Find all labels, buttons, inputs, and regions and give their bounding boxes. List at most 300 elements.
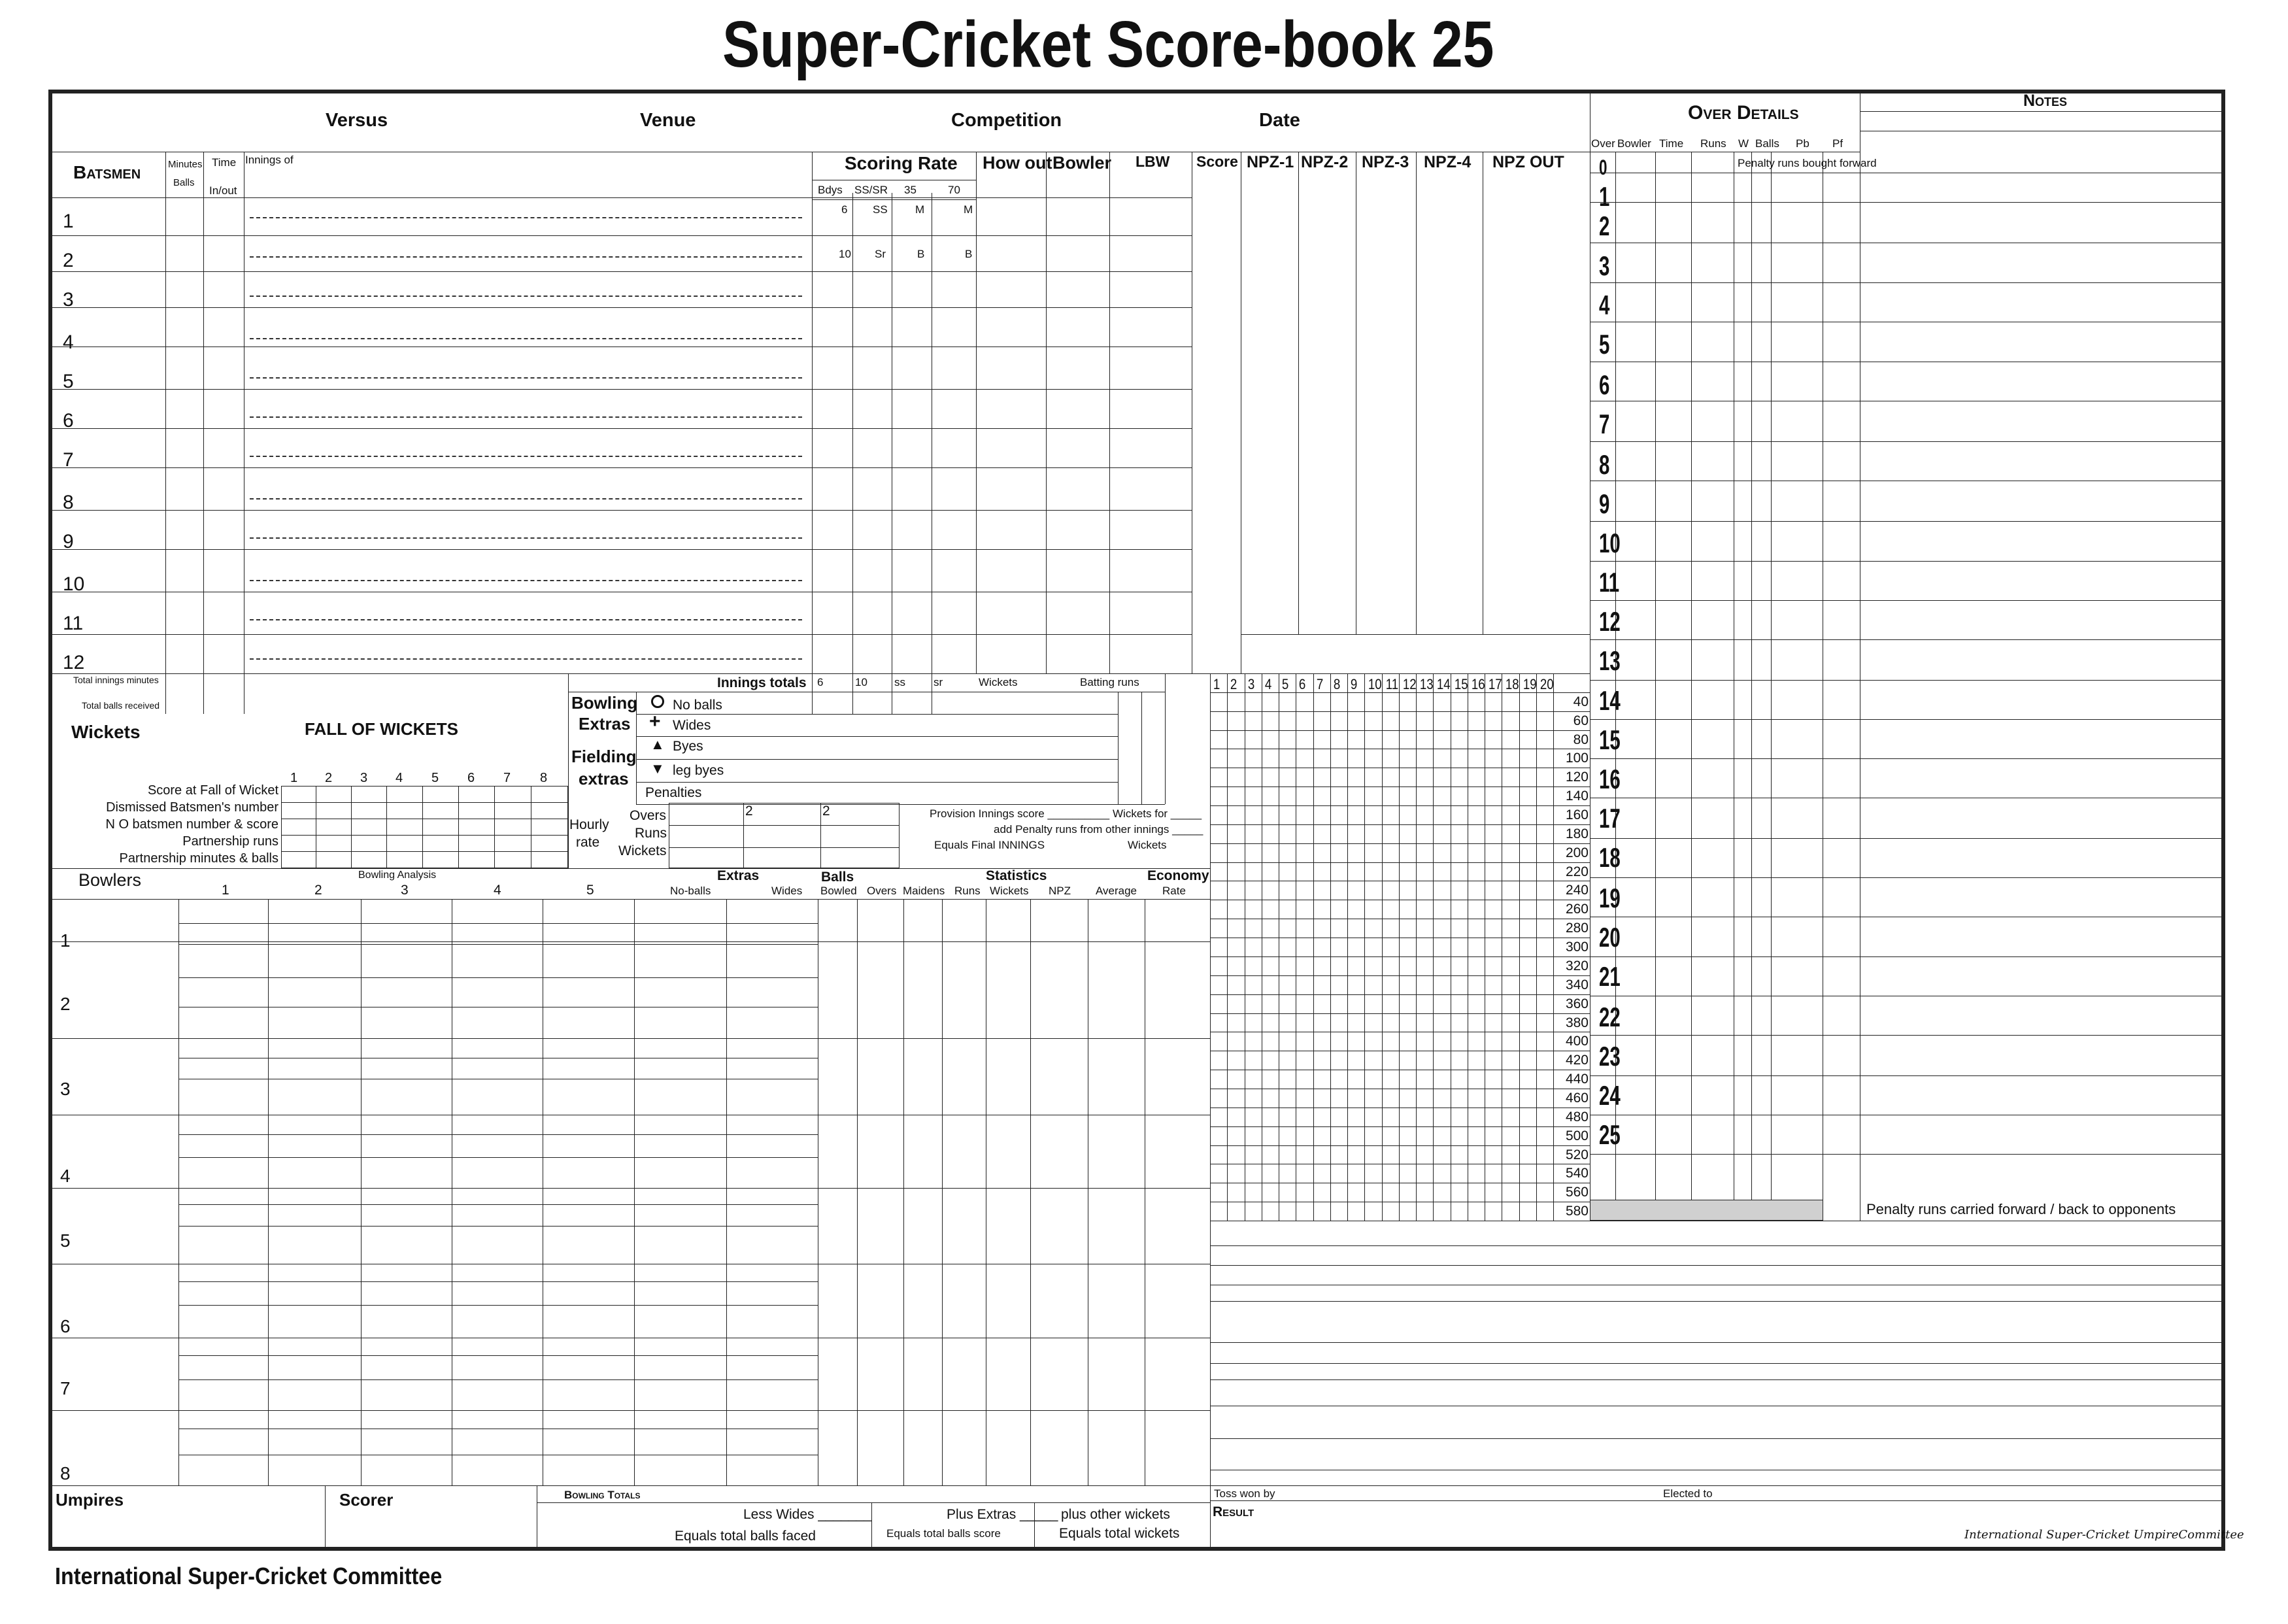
over-number: 24 [1599,1080,1621,1111]
sr-m2: M [964,203,973,216]
runs-col [1313,673,1314,1221]
over-number: 19 [1599,883,1621,913]
hourly-wickets-label: Wickets [618,843,667,858]
innings-totals-label: Innings totals [717,675,807,690]
balls-col-label: Balls [821,870,854,885]
batsmen-header: Batsmen [73,162,141,182]
isc-umpire-committee-label: International Super-Cricket UmpireCommittee [1964,1528,2244,1542]
runs-top-number: 9 [1351,676,1358,692]
hourly-col-2: 2 [822,804,830,819]
stat-overs: Overs [867,885,897,897]
bowler-subrow [178,1134,818,1135]
fow-row-no: N O batsmen number & score [105,817,278,832]
fow-number: 4 [395,771,403,785]
over-number: 5 [1599,329,1610,360]
total-innings-minutes-label: Total innings minutes [73,675,159,685]
bowler-number: 4 [60,1166,71,1186]
bowling-col [178,899,179,1485]
runs-side-number: 280 [1565,921,1589,936]
provision-line-2: add Penalty runs from other innings _____ [994,823,1203,836]
equals-total-score-label: Equals total balls score [886,1527,1001,1540]
result-line[interactable] [1210,1245,2224,1246]
over-row [1590,877,2224,878]
batsman-name-line[interactable] [250,619,802,620]
it-6: 6 [817,676,824,688]
batsman-name-line[interactable] [250,256,802,258]
runs-side-number: 580 [1565,1204,1589,1219]
batsman-number: 10 [63,573,85,595]
over-number: 4 [1599,290,1610,320]
sr-col-ss: SS/SR [854,184,888,196]
fow-row-partnership-min: Partnership minutes & balls [119,851,278,866]
runs-row [1210,1145,1590,1146]
bowling-col [634,899,635,1485]
runs-row [1210,843,1590,844]
batsman-name-line[interactable] [250,338,802,339]
notes-title: Notes [2023,92,2068,110]
runs-col [1210,673,1211,1221]
batting-row-divider [50,271,1192,272]
bowled-col: Bowled [820,885,857,897]
fielding-extras-label-2: extras [579,769,629,788]
over-number: 0 [1599,156,1607,179]
provision-line-1b: Wickets for _____ [1113,807,1202,820]
runs-row [1210,1013,1590,1014]
fow-grid [281,786,568,868]
runs-side-number: 340 [1565,977,1589,992]
fow-row-partnership-runs: Partnership runs [182,834,278,849]
runs-col [1536,673,1537,1221]
runs-row [1210,1126,1590,1127]
less-wides-label: Less Wides _______ [743,1507,872,1522]
over-details-col: Time [1659,137,1684,150]
bowler-subrow [178,1204,818,1205]
penalties-label: Penalties [645,785,702,800]
runs-col [1227,673,1228,1221]
fow-number: 5 [431,771,439,785]
fow-row-dismissed: Dismissed Batsmen's number [106,800,278,815]
byes-label: Byes [673,739,703,754]
batting-row-divider [50,467,1192,468]
runs-side-number: 220 [1565,864,1589,879]
umpires-label: Umpires [56,1490,124,1510]
over-number: 9 [1599,488,1610,519]
result-label: Result [1213,1504,1254,1519]
over-details-col: Over [1591,137,1615,150]
runs-side-number: 420 [1565,1053,1589,1068]
over-row [1590,561,2224,562]
bowling-over-1: 1 [222,883,229,898]
stat-wickets: Wickets [990,885,1029,897]
toss-won-by-label: Toss won by [1214,1487,1275,1500]
runs-top-number: 18 [1506,676,1520,692]
fow-number: 1 [290,771,298,785]
penalty-shaded-cell [1590,1200,1823,1221]
sr-col-35: 35 [904,184,917,196]
result-line[interactable] [1210,1438,2224,1439]
runs-col [1330,673,1331,1221]
over-details-col: Pb [1796,137,1809,150]
batsman-number: 2 [63,250,74,271]
bowling-col [268,899,269,1485]
scorer-label: Scorer [339,1490,394,1510]
batsman-name-line[interactable] [250,296,802,297]
plus-other-wickets-label: plus other wickets [1061,1507,1170,1522]
hourly-label: Hourly [569,817,609,832]
batting-row-divider [50,307,1192,308]
batting-row-divider [50,197,1192,198]
runs-col [1433,673,1434,1221]
runs-top-number: 5 [1282,676,1289,692]
runs-top-number: 6 [1299,676,1306,692]
bowling-col [361,899,362,1485]
score-header: Score [1196,153,1238,170]
statistics-label: Statistics [986,868,1047,883]
runs-col [1519,673,1520,1221]
bowler-number: 5 [60,1230,71,1251]
runs-side-number: 160 [1565,807,1589,823]
bowling-over-5: 5 [586,883,594,898]
runs-top-number: 17 [1488,676,1502,692]
runs-side-number: 100 [1565,751,1589,766]
fow-col [494,786,495,868]
hourly-grid [669,803,900,868]
batsman-name-line[interactable] [250,377,802,379]
batsman-number: 12 [63,652,85,673]
over-row [1590,956,2224,957]
hourly-overs-label: Overs [630,808,667,823]
bowling-extras-label-2: Extras [579,714,631,734]
result-line[interactable] [1210,1265,2224,1266]
elected-to-label: Elected to [1663,1487,1713,1500]
runs-top-number: 16 [1471,676,1485,692]
in-out-header: In/out [209,184,237,197]
provision-line-3a: Equals Final INNINGS [934,839,1045,851]
over-details-title: Over Details [1688,102,1799,124]
runs-top-number: 19 [1523,676,1537,692]
sr-sr: Sr [875,248,886,260]
hourly-col-1: 2 [745,804,753,819]
over-number: 22 [1599,1002,1621,1032]
over-row [1590,758,2224,759]
runs-side-number: 440 [1565,1072,1589,1087]
fow-row [281,802,568,803]
od-col [1771,152,1772,1200]
bowler-subrow [178,1379,818,1380]
over-row [1590,1154,2224,1155]
batsman-number: 1 [63,211,74,232]
bowler-subrow [178,1281,818,1282]
runs-side-number: 480 [1565,1109,1589,1125]
over-number: 14 [1599,685,1621,716]
bowler-subrow [178,1157,818,1158]
runs-side-number: 360 [1565,996,1589,1011]
over-number: 12 [1599,606,1621,637]
bowling-over-3: 3 [401,883,409,898]
runs-top-number: 20 [1539,676,1554,692]
balls-header: Balls [173,177,195,188]
fow-col [351,786,352,868]
over-number: 6 [1599,369,1610,400]
fow-row [281,835,568,836]
batsman-number: 7 [63,449,74,471]
runs-top-number: 15 [1454,676,1468,692]
plus-icon: + [649,711,661,732]
over-number: 13 [1599,645,1621,676]
triangle-up-icon: ▲ [650,736,665,753]
over-number: 20 [1599,922,1621,953]
result-line[interactable] [1210,1379,2224,1380]
fow-number: 7 [503,771,511,785]
runs-side-number: 300 [1565,939,1589,955]
how-out-header: How out [983,153,1052,173]
fow-col [386,786,387,868]
runs-side-number: 180 [1565,826,1589,841]
runs-row [1210,692,1590,693]
bowler-number: 1 [60,930,71,951]
batsman-number: 5 [63,371,74,392]
runs-col [1416,673,1417,1221]
stat-average: Average [1096,885,1137,897]
batsman-name-line[interactable] [250,580,802,581]
fall-of-wickets-title: FALL OF WICKETS [305,719,458,739]
runs-side-number: 200 [1565,845,1589,860]
sr-col-70: 70 [948,184,960,196]
over-details-col: Bowler [1617,137,1651,150]
stat-npz: NPZ [1049,885,1071,897]
lbw-header: LBW [1136,153,1170,170]
over-details-col: Runs [1700,137,1726,150]
runs-col [1399,673,1400,1221]
over-number: 11 [1599,567,1620,598]
circle-icon [651,695,664,708]
bowler-subrow [178,977,818,978]
runs-side-number: 60 [1573,713,1589,728]
runs-row [1210,730,1590,731]
over-details-col: Balls [1755,137,1779,150]
batsman-number: 3 [63,289,74,311]
bowler-row [50,1188,1210,1189]
npz-4-header: NPZ-4 [1424,153,1472,171]
runs-top-number: 11 [1385,676,1398,692]
over-number: 23 [1599,1041,1621,1072]
it-batting-runs: Batting runs [1080,676,1139,688]
over-number: 18 [1599,842,1621,873]
versus-label: Versus [326,110,388,131]
runs-side-number: 520 [1565,1147,1589,1162]
runs-top-number: 10 [1368,676,1383,692]
runs-row [1210,956,1590,957]
time-header: Time [212,156,237,169]
bowler-row [50,941,1210,942]
over-details-col: Pf [1832,137,1843,150]
minutes-header: Minutes [168,159,203,170]
leg-byes-label: leg byes [673,763,724,778]
runs-col [1364,673,1365,1221]
bowler-header: Bowler [1052,153,1112,173]
result-line[interactable] [1210,1301,2224,1302]
runs-row [1210,824,1590,825]
provision-line-1a: Provision Innings score __________ [930,807,1110,820]
bowler-subrow [178,923,818,924]
over-row [1590,1075,2224,1076]
over-number: 1 [1599,181,1610,212]
runs-side-number: 500 [1565,1128,1589,1143]
runs-row [1210,975,1590,976]
batsman-number: 9 [63,531,74,552]
batting-row-divider [50,389,1192,390]
runs-side-number: 260 [1565,902,1589,917]
runs-side-number: 40 [1573,694,1589,709]
competition-label: Competition [951,110,1062,131]
scoring-rate-header: Scoring Rate [845,153,958,173]
innings-of-header: Innings of [245,154,294,166]
batsman-name-line[interactable] [250,537,802,539]
batsman-number: 6 [63,410,74,431]
result-line[interactable] [1210,1342,2224,1343]
batsman-number: 11 [63,613,84,634]
runs-side-number: 460 [1565,1090,1589,1106]
stat-col [903,899,904,1485]
over-row [1590,521,2224,522]
over-number: 16 [1599,764,1621,794]
over-row [1590,719,2224,720]
npz-2-header: NPZ-2 [1301,153,1349,171]
venue-label: Venue [640,110,696,131]
fielding-extras-label-1: Fielding [571,747,637,766]
runs-side-number: 380 [1565,1015,1589,1030]
od-col [1751,152,1752,1200]
no-balls-col: No-balls [670,885,711,897]
over-number: 7 [1599,409,1610,439]
bowler-number: 3 [60,1079,71,1099]
runs-side-number: 240 [1565,883,1589,898]
batting-row-divider [50,549,1192,550]
penalty-forward-label: Penalty runs bought forward [1738,157,1877,169]
sr-ss: SS [873,203,888,216]
over-row [1590,1035,2224,1036]
batsman-name-line[interactable] [250,456,802,457]
stat-maidens: Maidens [903,885,945,897]
runs-col [1553,673,1554,1221]
economy-label: Economy [1147,868,1209,883]
batsman-name-line[interactable] [250,217,802,218]
over-number: 25 [1599,1119,1621,1150]
it-sr: sr [934,676,943,688]
over-number: 21 [1599,961,1621,992]
over-number: 3 [1599,250,1610,281]
runs-row [1210,711,1590,712]
fow-row-score: Score at Fall of Wicket [147,783,278,798]
runs-side-number: 540 [1565,1166,1589,1181]
result-line[interactable] [1210,1363,2224,1364]
bowler-number: 6 [60,1316,71,1336]
stat-col [857,899,858,1485]
bowler-number: 7 [60,1378,71,1398]
runs-side-number: 560 [1565,1185,1589,1200]
fow-row [281,851,568,852]
fow-number: 6 [467,771,475,785]
runs-col [1347,673,1348,1221]
over-number: 17 [1599,803,1621,834]
provision-line-3b: Wickets [1128,839,1167,851]
over-number: 2 [1599,211,1610,241]
fow-number: 8 [540,771,548,785]
fow-number: 2 [325,771,333,785]
npz-out-header: NPZ OUT [1492,153,1564,171]
bowling-totals-label: Bowling Totals [564,1489,641,1501]
fow-number: 3 [360,771,368,785]
sr-10: 10 [839,248,851,260]
it-ss: ss [894,676,905,688]
wides-label: Wides [673,718,711,733]
committee-footer-label: International Super-Cricket Committee [55,1563,443,1589]
plus-extras-label: Plus Extras _____ [947,1507,1058,1522]
runs-top-number: 3 [1247,676,1254,692]
batting-row-divider [50,428,1192,429]
rate-label: rate [576,835,600,850]
batsman-name-line[interactable] [250,498,802,499]
fow-col [458,786,459,868]
bowler-subrow [178,1355,818,1356]
fow-col [422,786,423,868]
sr-b1: B [917,248,925,260]
batsman-name-line[interactable] [250,658,802,660]
sr-m1: M [915,203,925,216]
batting-row-divider [50,510,1192,511]
triangle-down-icon: ▼ [650,760,665,777]
runs-top-number: 2 [1230,676,1237,692]
runs-col [1382,673,1383,1221]
it-wickets: Wickets [979,676,1018,688]
over-row [1590,441,2224,442]
runs-row [1210,994,1590,995]
batsman-name-line[interactable] [250,416,802,418]
equals-balls-faced-label: Equals total balls faced [675,1529,816,1544]
runs-side-number: 80 [1573,732,1589,747]
runs-top-number: 13 [1419,676,1434,692]
runs-top-number: 12 [1402,676,1417,692]
bowler-row [50,1038,1210,1039]
npz-1-header: NPZ-1 [1247,153,1294,171]
sr-6: 6 [841,203,848,216]
bowler-row [50,1410,1210,1411]
over-details-col: W [1738,137,1749,150]
runs-row [1210,862,1590,863]
bowler-number: 2 [60,994,71,1014]
page-title: Super-Cricket Score-book 25 [722,8,1494,81]
stat-col [942,899,943,1485]
hourly-runs-label: Runs [635,826,667,841]
it-10: 10 [855,676,867,688]
over-number: 15 [1599,724,1621,755]
extras-col-label: Extras [717,868,760,883]
bowler-subrow [178,944,818,945]
runs-top-number: 4 [1264,676,1272,692]
batting-row-divider [50,634,1192,635]
no-balls-label: No balls [673,698,722,713]
equals-total-wickets-label: Equals total wickets [1059,1526,1180,1541]
penalty-carried-label: Penalty runs carried forward / back to opponents [1866,1201,2176,1217]
wickets-label: Wickets [71,722,141,742]
batting-row-divider [50,235,1192,236]
runs-top-number: 1 [1213,676,1220,692]
bowling-extras-label-1: Bowling [571,693,638,713]
over-row [1590,838,2224,839]
bowling-over-4: 4 [494,883,501,898]
over-row [1590,202,2224,203]
bowling-col [726,899,727,1485]
